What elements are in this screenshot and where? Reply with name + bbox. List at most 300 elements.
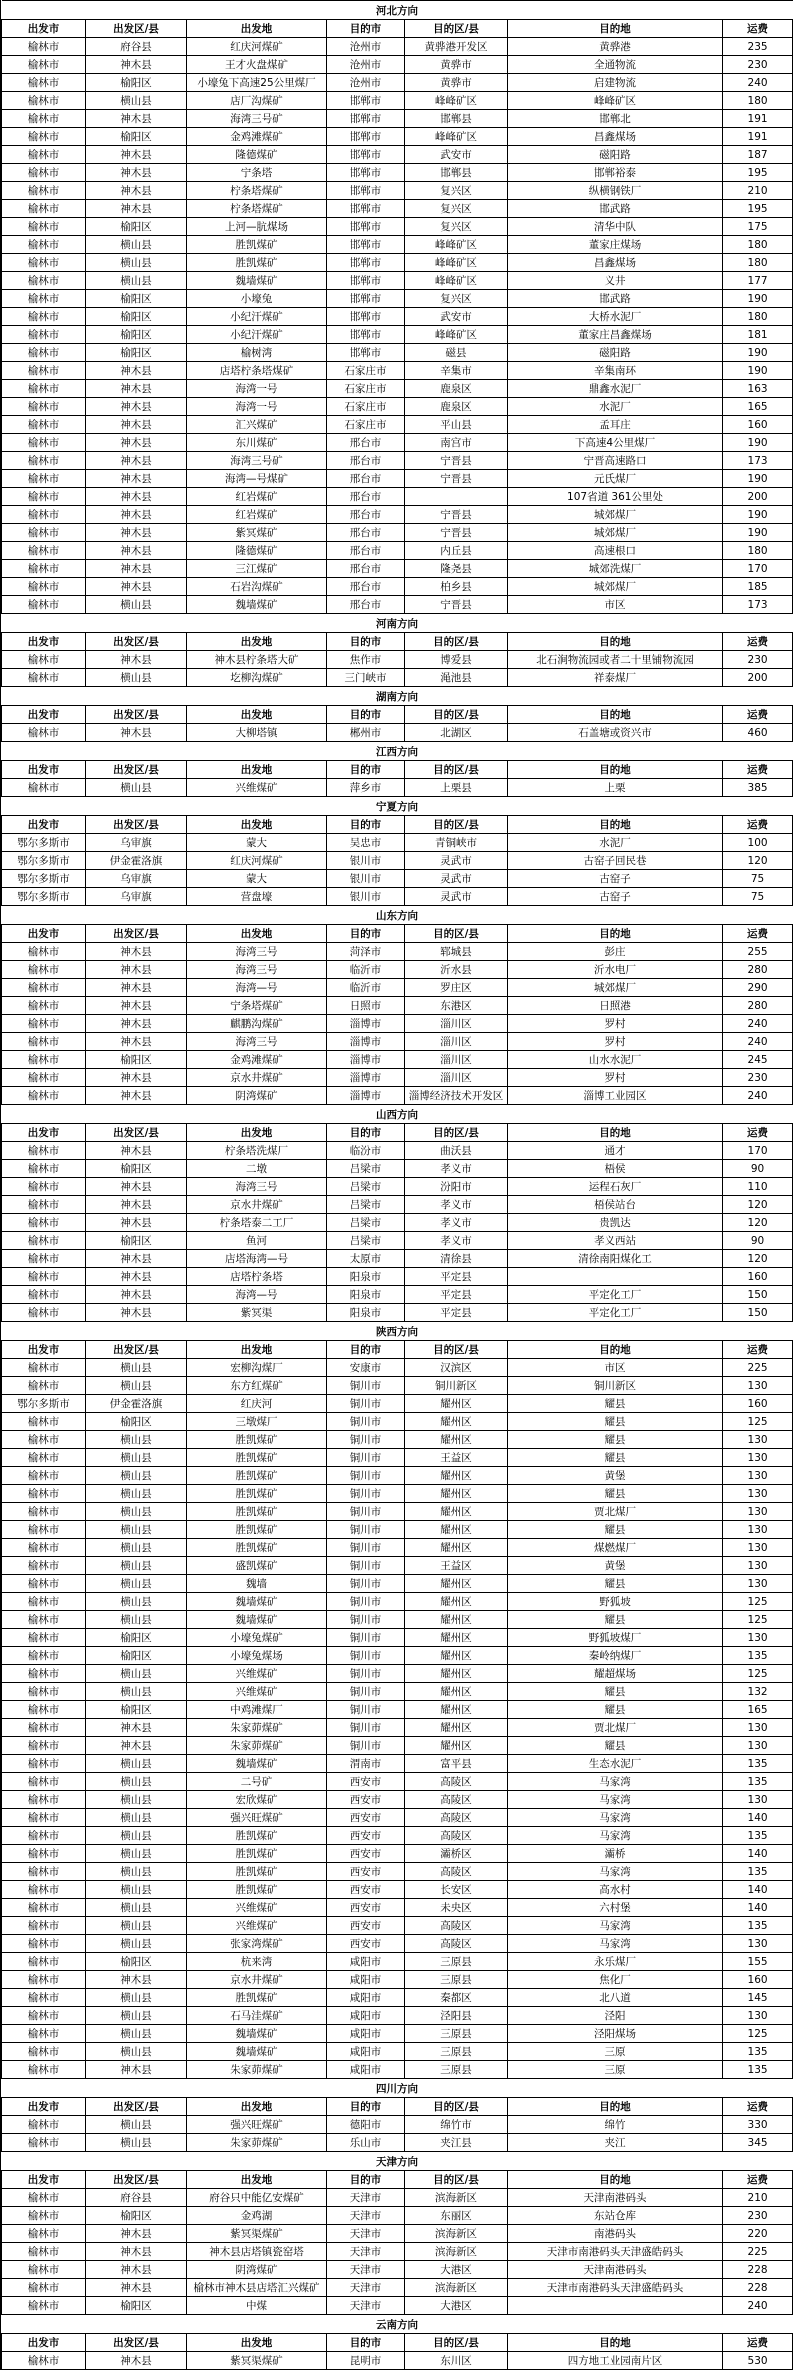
origin-district-cell: 神木县 [86, 362, 187, 380]
freight-cell: 230 [723, 56, 793, 74]
dest-district-cell: 滨海新区 [405, 2243, 508, 2261]
dest-city-cell: 邢台市 [327, 542, 405, 560]
column-header: 出发地 [187, 633, 327, 651]
origin-place-cell: 海湾—号 [187, 979, 327, 997]
freight-cell: 175 [723, 218, 793, 236]
dest-city-cell: 咸阳市 [327, 1971, 405, 1989]
freight-cell: 130 [723, 1539, 793, 1557]
origin-district-cell: 神木县 [86, 398, 187, 416]
table-row [2, 1575, 793, 1593]
freight-cell: 135 [723, 2061, 793, 2079]
dest-place-cell: 董家庄煤场 [508, 236, 723, 254]
dest-district-cell: 耀州区 [405, 1647, 508, 1665]
origin-place-cell: 红庆河煤矿 [187, 852, 327, 870]
dest-district-cell: 耀州区 [405, 1539, 508, 1557]
table-row [2, 1377, 793, 1395]
origin-city-cell: 榆林市 [2, 2007, 86, 2025]
origin-district-cell: 横山县 [86, 1539, 187, 1557]
table-row [2, 2025, 793, 2043]
freight-cell: 180 [723, 236, 793, 254]
origin-place-cell: 盛凯煤矿 [187, 1557, 327, 1575]
dest-place-cell: 城郊洗煤厂 [508, 560, 723, 578]
table-row [2, 2352, 793, 2370]
table-row [2, 1719, 793, 1737]
section-title-row [2, 614, 793, 633]
origin-place-cell: 紫冥渠煤矿 [187, 2225, 327, 2243]
freight-cell: 135 [723, 1773, 793, 1791]
section-title-row [2, 1322, 793, 1341]
table-row [2, 1395, 793, 1413]
freight-cell: 120 [723, 1214, 793, 1232]
table-row [2, 380, 793, 398]
freight-cell: 230 [723, 1069, 793, 1087]
freight-cell: 530 [723, 2352, 793, 2370]
dest-city-cell: 邢台市 [327, 578, 405, 596]
origin-place-cell: 蒙大 [187, 870, 327, 888]
dest-city-cell: 西安市 [327, 1935, 405, 1953]
freight-cell: 150 [723, 1304, 793, 1322]
origin-district-cell: 横山县 [86, 236, 187, 254]
origin-district-cell: 榆阳区 [86, 1647, 187, 1665]
origin-district-cell: 横山县 [86, 1521, 187, 1539]
table-row [2, 1773, 793, 1791]
section-title-row [2, 1, 793, 20]
table-row [2, 1845, 793, 1863]
origin-city-cell: 鄂尔多斯市 [2, 870, 86, 888]
dest-place-cell: 义井 [508, 272, 723, 290]
origin-place-cell: 榆树湾 [187, 344, 327, 362]
freight-cell: 155 [723, 1953, 793, 1971]
dest-place-cell: 北石涧物流园或者二十里铺物流园 [508, 651, 723, 669]
origin-place-cell: 魏墙 [187, 1575, 327, 1593]
origin-city-cell: 榆林市 [2, 1557, 86, 1575]
table-row [2, 1015, 793, 1033]
origin-district-cell: 榆阳区 [86, 290, 187, 308]
origin-city-cell: 榆林市 [2, 1142, 86, 1160]
dest-place-cell: 高速根口 [508, 542, 723, 560]
column-header: 出发区/县 [86, 1124, 187, 1142]
origin-district-cell: 神木县 [86, 560, 187, 578]
dest-place-cell: 城郊煤厂 [508, 578, 723, 596]
origin-district-cell: 横山县 [86, 1773, 187, 1791]
freight-cell: 130 [723, 1935, 793, 1953]
dest-city-cell: 吕梁市 [327, 1160, 405, 1178]
dest-district-cell: 宁晋县 [405, 470, 508, 488]
freight-cell: 130 [723, 2007, 793, 2025]
dest-place-cell: 昌鑫煤场 [508, 254, 723, 272]
dest-district-cell: 三原县 [405, 2043, 508, 2061]
column-header: 出发市 [2, 2334, 86, 2352]
origin-district-cell: 榆阳区 [86, 1232, 187, 1250]
origin-city-cell: 鄂尔多斯市 [2, 1395, 86, 1413]
origin-city-cell: 榆林市 [2, 1359, 86, 1377]
dest-city-cell: 邯郸市 [327, 236, 405, 254]
origin-city-cell: 榆林市 [2, 1485, 86, 1503]
table-row [2, 1863, 793, 1881]
table-row [2, 272, 793, 290]
column-header: 目的地 [508, 706, 723, 724]
dest-place-cell: 贾北煤厂 [508, 1503, 723, 1521]
origin-city-cell: 鄂尔多斯市 [2, 834, 86, 852]
table-row [2, 1359, 793, 1377]
origin-district-cell: 横山县 [86, 272, 187, 290]
origin-city-cell: 榆林市 [2, 1449, 86, 1467]
column-header: 运费 [723, 1341, 793, 1359]
origin-place-cell: 鱼河 [187, 1232, 327, 1250]
dest-district-cell: 南宫市 [405, 434, 508, 452]
table-row [2, 308, 793, 326]
dest-district-cell: 滨海新区 [405, 2225, 508, 2243]
dest-city-cell: 淄博市 [327, 1051, 405, 1069]
freight-cell: 135 [723, 2043, 793, 2061]
freight-cell: 100 [723, 834, 793, 852]
origin-city-cell: 榆林市 [2, 2261, 86, 2279]
origin-place-cell: 紫冥渠煤矿 [187, 2352, 327, 2370]
origin-city-cell: 榆林市 [2, 1899, 86, 1917]
table-row [2, 1701, 793, 1719]
origin-city-cell: 榆林市 [2, 1575, 86, 1593]
origin-place-cell: 店塔海湾—号 [187, 1250, 327, 1268]
table-row [2, 38, 793, 56]
dest-place-cell: 黄骅港 [508, 38, 723, 56]
dest-city-cell: 铜川市 [327, 1701, 405, 1719]
dest-city-cell: 石家庄市 [327, 416, 405, 434]
origin-district-cell: 神木县 [86, 1087, 187, 1105]
column-header: 目的区/县 [405, 1124, 508, 1142]
dest-place-cell: 耀县 [508, 1737, 723, 1755]
table-row [2, 1881, 793, 1899]
origin-city-cell: 榆林市 [2, 1069, 86, 1087]
origin-city-cell: 榆林市 [2, 2352, 86, 2370]
dest-place-cell: 邯郸北 [508, 110, 723, 128]
origin-place-cell: 魏墙煤矿 [187, 1593, 327, 1611]
dest-district-cell: 王益区 [405, 1449, 508, 1467]
dest-place-cell: 耀县 [508, 1431, 723, 1449]
freight-cell: 225 [723, 1359, 793, 1377]
freight-cell: 190 [723, 362, 793, 380]
dest-district-cell: 未央区 [405, 1899, 508, 1917]
origin-place-cell: 杭来湾 [187, 1953, 327, 1971]
origin-district-cell: 榆阳区 [86, 1953, 187, 1971]
dest-district-cell: 峰峰矿区 [405, 272, 508, 290]
origin-city-cell: 榆林市 [2, 2297, 86, 2315]
origin-place-cell: 石岩沟煤矿 [187, 578, 327, 596]
origin-district-cell: 乌审旗 [86, 870, 187, 888]
dest-city-cell: 三门峡市 [327, 669, 405, 687]
dest-district-cell: 高陵区 [405, 1935, 508, 1953]
origin-district-cell: 横山县 [86, 2025, 187, 2043]
dest-city-cell: 临汾市 [327, 1142, 405, 1160]
dest-city-cell: 咸阳市 [327, 2061, 405, 2079]
table-row [2, 852, 793, 870]
table-row [2, 1196, 793, 1214]
table-row [2, 1286, 793, 1304]
origin-place-cell: 兴维煤矿 [187, 1917, 327, 1935]
dest-place-cell: 黄堡 [508, 1467, 723, 1485]
origin-city-cell: 榆林市 [2, 943, 86, 961]
dest-place-cell: 马家湾 [508, 1791, 723, 1809]
freight-cell: 140 [723, 1899, 793, 1917]
dest-district-cell: 泾阳县 [405, 2007, 508, 2025]
origin-city-cell: 榆林市 [2, 997, 86, 1015]
origin-city-cell: 榆林市 [2, 1953, 86, 1971]
origin-city-cell: 榆林市 [2, 724, 86, 742]
column-header-row [2, 706, 793, 724]
dest-city-cell: 邢台市 [327, 506, 405, 524]
freight-cell: 190 [723, 524, 793, 542]
dest-district-cell: 高陵区 [405, 1827, 508, 1845]
dest-place-cell: 市区 [508, 1359, 723, 1377]
freight-cell: 120 [723, 852, 793, 870]
freight-cell: 90 [723, 1232, 793, 1250]
table-row [2, 1160, 793, 1178]
dest-district-cell: 大港区 [405, 2261, 508, 2279]
dest-place-cell: 马家湾 [508, 1863, 723, 1881]
origin-place-cell: 朱家茆煤矿 [187, 1719, 327, 1737]
dest-place-cell: 铜川新区 [508, 1377, 723, 1395]
origin-district-cell: 神木县 [86, 380, 187, 398]
origin-place-cell: 柠条塔煤矿 [187, 200, 327, 218]
origin-place-cell: 神木县店塔镇瓷窑塔 [187, 2243, 327, 2261]
table-row [2, 1629, 793, 1647]
origin-city-cell: 榆林市 [2, 1881, 86, 1899]
origin-place-cell: 宏欣煤矿 [187, 1791, 327, 1809]
dest-city-cell: 铜川市 [327, 1521, 405, 1539]
section-title-row [2, 742, 793, 761]
freight-cell: 90 [723, 1160, 793, 1178]
origin-city-cell: 榆林市 [2, 308, 86, 326]
dest-city-cell: 西安市 [327, 1773, 405, 1791]
dest-place-cell: 罗村 [508, 1033, 723, 1051]
dest-city-cell: 银川市 [327, 888, 405, 906]
dest-place-cell: 耀县 [508, 1521, 723, 1539]
dest-district-cell: 武安市 [405, 308, 508, 326]
dest-district-cell: 绵竹市 [405, 2116, 508, 2134]
table-row [2, 1268, 793, 1286]
freight-cell: 230 [723, 2207, 793, 2225]
dest-district-cell: 黄骅港开发区 [405, 38, 508, 56]
dest-district-cell: 孝义市 [405, 1214, 508, 1232]
origin-city-cell: 榆林市 [2, 2116, 86, 2134]
dest-place-cell: 贾北煤厂 [508, 1719, 723, 1737]
column-header: 目的地 [508, 20, 723, 38]
origin-city-cell: 榆林市 [2, 979, 86, 997]
section-title-row [2, 2079, 793, 2098]
dest-city-cell: 银川市 [327, 852, 405, 870]
dest-district-cell: 淄川区 [405, 1051, 508, 1069]
origin-place-cell: 隆德煤矿 [187, 542, 327, 560]
table-row [2, 2116, 793, 2134]
origin-place-cell: 麒鹏沟煤矿 [187, 1015, 327, 1033]
freight-cell: 210 [723, 182, 793, 200]
freight-cell: 135 [723, 1755, 793, 1773]
origin-place-cell: 东川煤矿 [187, 434, 327, 452]
column-header: 目的区/县 [405, 20, 508, 38]
column-header: 出发市 [2, 2171, 86, 2189]
origin-city-cell: 榆林市 [2, 272, 86, 290]
origin-district-cell: 神木县 [86, 542, 187, 560]
origin-place-cell: 小壕兔下高速25公里煤厂 [187, 74, 327, 92]
dest-district-cell: 灵武市 [405, 870, 508, 888]
origin-district-cell: 横山县 [86, 1935, 187, 1953]
freight-cell: 225 [723, 2243, 793, 2261]
origin-district-cell: 横山县 [86, 1449, 187, 1467]
dest-city-cell: 临沂市 [327, 961, 405, 979]
origin-district-cell: 神木县 [86, 506, 187, 524]
table-row [2, 110, 793, 128]
origin-city-cell: 榆林市 [2, 1539, 86, 1557]
origin-district-cell: 神木县 [86, 524, 187, 542]
dest-city-cell: 铜川市 [327, 1629, 405, 1647]
table-row [2, 1989, 793, 2007]
origin-city-cell: 榆林市 [2, 560, 86, 578]
table-row [2, 344, 793, 362]
dest-city-cell: 沧州市 [327, 56, 405, 74]
dest-place-cell: 宁晋高速路口 [508, 452, 723, 470]
origin-district-cell: 横山县 [86, 1575, 187, 1593]
origin-district-cell: 横山县 [86, 669, 187, 687]
freight-cell: 230 [723, 651, 793, 669]
dest-place-cell: 城郊煤厂 [508, 506, 723, 524]
column-header-row [2, 816, 793, 834]
origin-place-cell: 胜凯煤矿 [187, 1827, 327, 1845]
column-header: 运费 [723, 2334, 793, 2352]
freight-cell: 130 [723, 1467, 793, 1485]
dest-place-cell: 罗村 [508, 1015, 723, 1033]
table-row [2, 2297, 793, 2315]
freight-cell: 200 [723, 488, 793, 506]
freight-cell: 290 [723, 979, 793, 997]
origin-district-cell: 横山县 [86, 92, 187, 110]
column-header: 运费 [723, 633, 793, 651]
dest-place-cell: 纵横钢铁厂 [508, 182, 723, 200]
origin-city-cell: 榆林市 [2, 1737, 86, 1755]
dest-place-cell: 鼎鑫水泥厂 [508, 380, 723, 398]
table-row [2, 2043, 793, 2061]
origin-city-cell: 榆林市 [2, 1917, 86, 1935]
origin-place-cell: 海湾—号 [187, 1286, 327, 1304]
origin-place-cell: 店塔柠条塔煤矿 [187, 362, 327, 380]
origin-place-cell: 兴维煤矿 [187, 1899, 327, 1917]
freight-cell: 190 [723, 344, 793, 362]
origin-district-cell: 横山县 [86, 1485, 187, 1503]
origin-city-cell: 榆林市 [2, 2243, 86, 2261]
origin-place-cell: 海湾三号 [187, 943, 327, 961]
origin-place-cell: 胜凯煤矿 [187, 1467, 327, 1485]
column-header: 出发区/县 [86, 706, 187, 724]
origin-place-cell: 柠条塔洗煤厂 [187, 1142, 327, 1160]
freight-cell: 130 [723, 1575, 793, 1593]
dest-place-cell: 邯郸裕泰 [508, 164, 723, 182]
table-row [2, 362, 793, 380]
origin-city-cell: 榆林市 [2, 470, 86, 488]
origin-district-cell: 横山县 [86, 1809, 187, 1827]
dest-place-cell: 南港码头 [508, 2225, 723, 2243]
dest-city-cell: 德阳市 [327, 2116, 405, 2134]
origin-city-cell: 榆林市 [2, 74, 86, 92]
origin-city-cell: 榆林市 [2, 506, 86, 524]
column-header: 出发区/县 [86, 2098, 187, 2116]
column-header: 运费 [723, 20, 793, 38]
freight-cell: 145 [723, 1989, 793, 2007]
dest-place-cell: 东站仓库 [508, 2207, 723, 2225]
origin-city-cell: 榆林市 [2, 1755, 86, 1773]
origin-district-cell: 神木县 [86, 979, 187, 997]
dest-place-cell: 绵竹 [508, 2116, 723, 2134]
table-row [2, 1827, 793, 1845]
dest-district-cell: 隆尧县 [405, 560, 508, 578]
freight-cell: 240 [723, 2297, 793, 2315]
dest-place-cell: 三原 [508, 2061, 723, 2079]
freight-cell: 160 [723, 416, 793, 434]
origin-place-cell: 紫冥渠 [187, 1304, 327, 1322]
dest-district-cell: 渑池县 [405, 669, 508, 687]
dest-city-cell: 西安市 [327, 1917, 405, 1935]
origin-city-cell: 榆林市 [2, 524, 86, 542]
origin-city-cell: 榆林市 [2, 1935, 86, 1953]
table-row [2, 254, 793, 272]
dest-district-cell: 耀州区 [405, 1503, 508, 1521]
section-title: 云南方向 [2, 2315, 793, 2334]
origin-district-cell: 乌审旗 [86, 834, 187, 852]
dest-city-cell: 吴忠市 [327, 834, 405, 852]
origin-district-cell: 横山县 [86, 779, 187, 797]
dest-city-cell: 邢台市 [327, 596, 405, 614]
dest-district-cell: 北湖区 [405, 724, 508, 742]
origin-district-cell: 横山县 [86, 1989, 187, 2007]
origin-place-cell: 隆德煤矿 [187, 146, 327, 164]
freight-cell: 180 [723, 92, 793, 110]
dest-place-cell: 孝义西站 [508, 1232, 723, 1250]
dest-district-cell: 耀州区 [405, 1593, 508, 1611]
freight-cell: 185 [723, 578, 793, 596]
origin-place-cell: 小纪汗煤矿 [187, 326, 327, 344]
dest-city-cell: 吕梁市 [327, 1178, 405, 1196]
origin-district-cell: 神木县 [86, 943, 187, 961]
origin-district-cell: 神木县 [86, 997, 187, 1015]
column-header: 运费 [723, 761, 793, 779]
origin-place-cell: 小壕兔 [187, 290, 327, 308]
column-header: 目的市 [327, 925, 405, 943]
freight-cell: 200 [723, 669, 793, 687]
origin-place-cell: 红岩煤矿 [187, 506, 327, 524]
freight-cell: 345 [723, 2134, 793, 2152]
origin-place-cell: 海湾一号 [187, 398, 327, 416]
table-row [2, 961, 793, 979]
dest-district-cell: 耀州区 [405, 1431, 508, 1449]
origin-place-cell: 金鸡滩煤矿 [187, 128, 327, 146]
dest-district-cell: 鹿泉区 [405, 398, 508, 416]
origin-city-cell: 榆林市 [2, 2061, 86, 2079]
dest-place-cell: 野狐坡煤厂 [508, 1629, 723, 1647]
column-header: 出发区/县 [86, 2171, 187, 2189]
freight-cell: 130 [723, 1485, 793, 1503]
table-row [2, 1521, 793, 1539]
origin-place-cell: 胜凯煤矿 [187, 1881, 327, 1899]
dest-district-cell: 平定县 [405, 1304, 508, 1322]
origin-city-cell: 榆林市 [2, 362, 86, 380]
origin-city-cell: 榆林市 [2, 1791, 86, 1809]
freight-cell: 140 [723, 1845, 793, 1863]
origin-district-cell: 神木县 [86, 2225, 187, 2243]
origin-city-cell: 榆林市 [2, 1665, 86, 1683]
dest-city-cell: 阳泉市 [327, 1268, 405, 1286]
origin-city-cell: 榆林市 [2, 651, 86, 669]
column-header: 出发地 [187, 2334, 327, 2352]
column-header: 出发市 [2, 633, 86, 651]
origin-place-cell: 胜凯煤矿 [187, 236, 327, 254]
dest-city-cell: 铜川市 [327, 1665, 405, 1683]
